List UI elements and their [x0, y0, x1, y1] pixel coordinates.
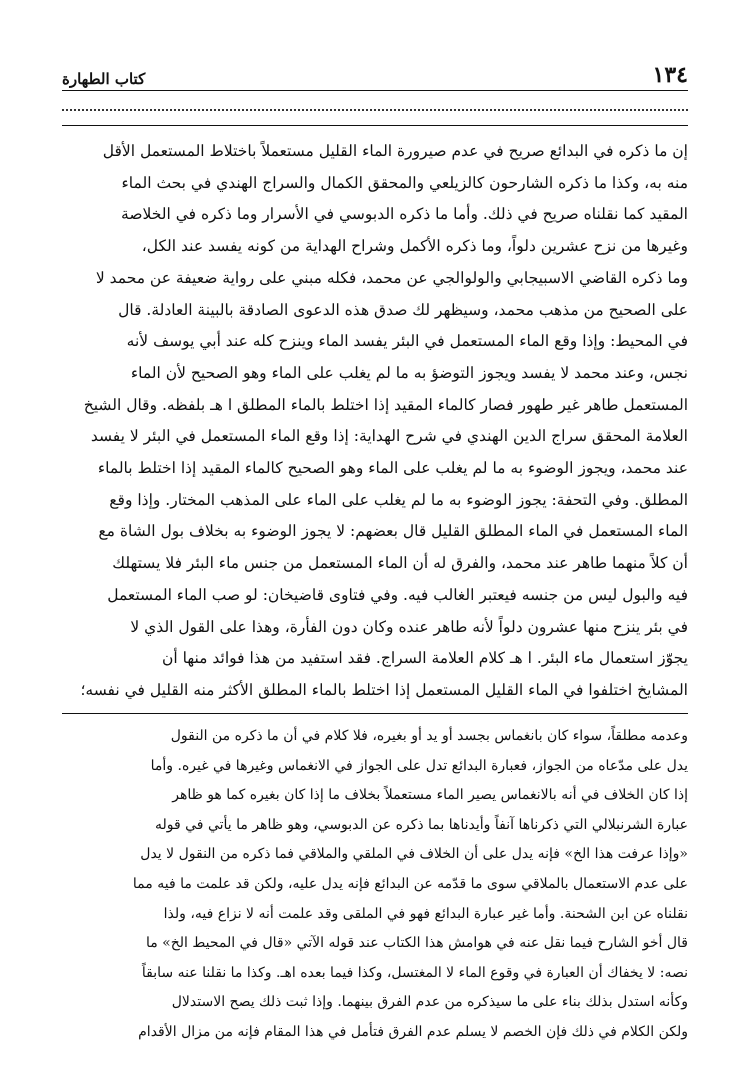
main-text-line: منه به، وكذا ما ذكره الشارحون كالزيلعي والمحقق الكمال والسراج الهندي في بحث الماء [121, 173, 688, 192]
book-title: كتاب الطهارة [62, 70, 146, 88]
footnote-line: عبارة الشرنبلالي التي ذكرناها آنفاً وأيدناها بما ذكره عن الدبوسي، وهو ظاهر ما يأتي في قوله [154, 816, 688, 833]
footnote-line: إذا كان الخلاف في أنه بالانغماس يصير الماء مستعملاً بخلاف ما إذا كان بغيره كما هو ظاهر [172, 787, 688, 804]
dotted-separator [62, 109, 688, 111]
main-text-line: الماء المستعمل في الماء المطلق القليل قال بعضهم: لا يجوز الوضوء به بخلاف بول الشاة مع [98, 522, 688, 541]
main-text-line: على الصحيح من مذهب محمد، وسيظهر لك صدق هذه الدعوى الصادقة بالبينة العادلة. قال [118, 300, 688, 319]
footnote-line: وكأنه استدل بذلك بناء على ما سيذكره من عدم الفرق بينهما. وإذا ثبت ذلك يصح الاستدلال [171, 994, 688, 1011]
page-header [62, 58, 688, 88]
main-text-line: المطلق. وفي التحفة: يجوز الوضوء به ما لم يغلب على الماء على المذهب المختار. وإذا وقع [109, 490, 688, 509]
main-text-line: المشايخ اختلفوا في الماء القليل المستعمل إذا اختلط بالماء المطلق الأكثر منه القليل في نفسه؛ [80, 680, 688, 699]
footnote-line: يدل على مدّعاه من الجواز، فعبارة البدائع تدل على الجواز في الانغماس وغيرها في غيره. وأما [150, 757, 688, 774]
main-text-line: في بئر ينزح منها عشرون دلواً لأنه طاهر عنده وكان دون الفأرة، وهذا على القول الذي لا [130, 617, 688, 636]
main-text-line: يجوّز استعمال ماء البئر. ا هـ كلام العلامة السراج. فقد استفيد من هذا فوائد منها أن [162, 649, 688, 668]
main-text-line: وغيرها من نزح عشرين دلواً، وما ذكره الأكمل وشراح الهداية من كونه يفسد عند الكل، [141, 237, 688, 256]
main-text-line: فيه والبول ليس من جنسه فيعتبر الغالب فيه. وفي فتاوى قاضيخان: لو صب الماء المستعمل [107, 585, 688, 604]
main-text-line: أن كلاً منهما طاهر عند محمد، والفرق له أن الماء المستعمل من جنس ماء البئر فلا يستهلك [112, 554, 688, 573]
footnote-text [62, 722, 688, 1048]
main-text-line: وما ذكره القاضي الاسبيجابي والولوالجي عن محمد، فكله مبني على رواية ضعيفة عن محمد لا [95, 268, 688, 287]
main-text-line: عند محمد، ويجوز الوضوء به ما لم يغلب على الماء وهو الصحيح كالماء المقيد إذا اختلط بالماء [97, 459, 688, 478]
footnote-rule [62, 713, 688, 714]
main-text [62, 136, 688, 707]
page-number: ١٣٤ [652, 62, 688, 88]
header-rule [62, 90, 688, 91]
main-text-line: المقيد كما نقلناه صريح في ذلك. وأما ما ذكره الدبوسي في الأسرار وما ذكره في الخلاصة [121, 205, 688, 224]
main-text-line: في المحيط: وإذا وقع الماء المستعمل في البئر يفسد الماء وينزح كله عند أبي يوسف لأنه [126, 332, 688, 351]
main-text-line: نجس، وعند محمد لا يفسد ويجوز التوضؤ به ما لم يغلب على الماء وهو الصحيح لأن الماء [130, 363, 688, 382]
main-text-line: إن ما ذكره في البدائع صريح في عدم صيرورة الماء القليل مستعملاً باختلاط المستعمل الأقل [102, 142, 688, 160]
footnote-line: وعدمه مطلقاً، سواء كان بانغماس بجسد أو يد أو بغيره، فلا كلام في أن ما ذكره من النقول [170, 728, 688, 744]
main-text-top-rule [62, 125, 688, 126]
main-text-line: العلامة المحقق سراج الدين الهندي في شرح الهداية: إذا وقع الماء المستعمل في البئر لا يفسد [90, 427, 688, 446]
footnote-line: «وإذا عرفت هذا الخ» فإنه يدل على أن الخلاف في الملقي والملاقي فما ذكره من النقول لا يدل [140, 846, 688, 863]
main-text-line: المستعمل طاهر غير طهور فصار كالماء المقيد إذا اختلط بالماء المطلق ا هـ بلفظه. وقال الشيخ [83, 395, 688, 414]
footnote-line: نصه: لا يخفاك أن العبارة في وقوع الماء لا المغتسل، وكذا فيما بعده اهـ. وكذا ما نقلنا عنه سابقاً [141, 964, 688, 981]
footnote-line: ولكن الكلام في ذلك فإن الخصم لا يسلم عدم الفرق فتأمل في هذا المقام فإنه من مزال الأقدام [138, 1023, 688, 1040]
footnote-line: على عدم الاستعمال بالملاقي سوى ما قدّمه عن البدائع فإنه يدل عليه، ولكن قد علمت ما فيه مما [132, 875, 688, 892]
footnote-line: نقلناه عن ابن الشحنة. وأما غير عبارة البدائع فهو في الملقى وقد علمت أنه لا نزاع فيه، ولذا [163, 905, 688, 922]
footnote-line: قال أخو الشارح فيما نقل عنه في هوامش هذا الكتاب عند قوله الآتي «قال في المحيط الخ» ما [145, 935, 688, 952]
